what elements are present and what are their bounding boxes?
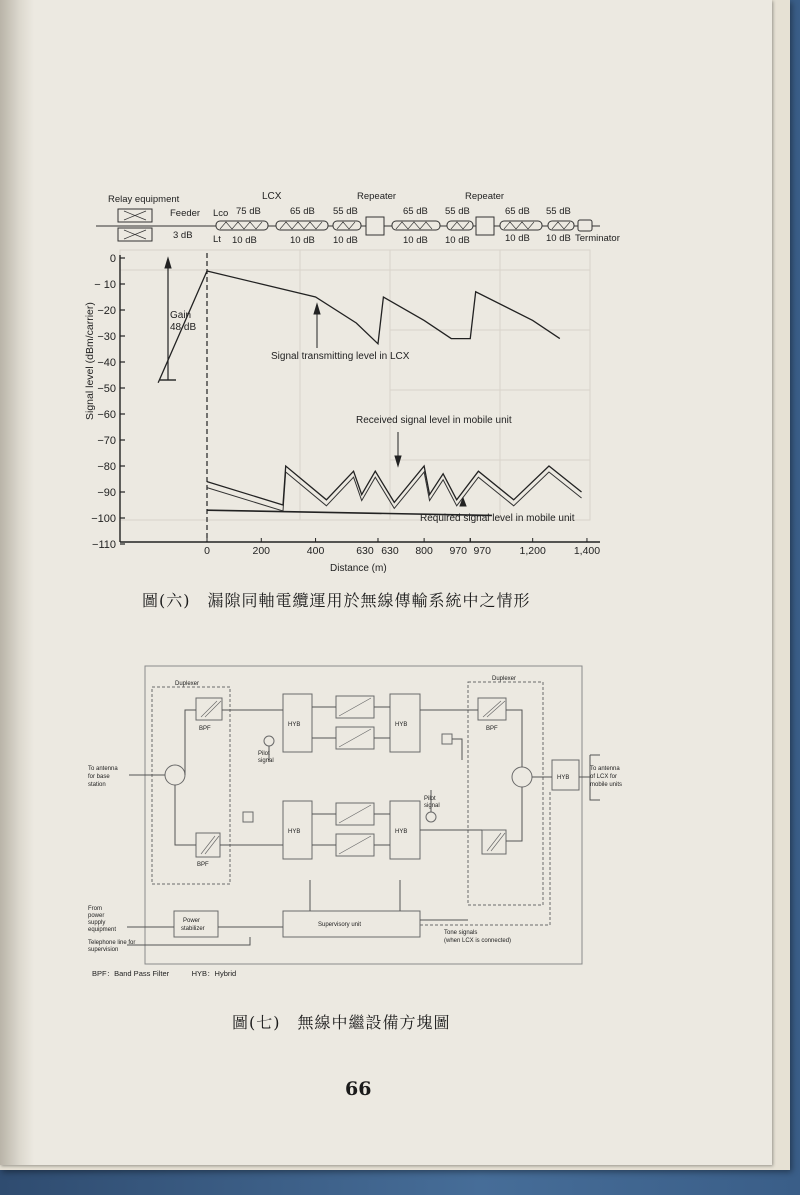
lcx-segment-1: [216, 221, 268, 230]
repeater-box-2: [476, 217, 494, 235]
circulator-right: [512, 767, 532, 787]
seg2-bot: 10 dB: [290, 235, 315, 246]
gain-label: Gain: [170, 310, 192, 321]
repeater-box-1: [366, 217, 384, 235]
svg-text:BPF: BPF: [486, 726, 498, 732]
x-tick-label: 0: [204, 545, 210, 557]
duplexer-left-box: [152, 687, 230, 884]
circulator-left: [165, 765, 185, 785]
svg-text:Duplexer: Duplexer: [175, 681, 200, 687]
svg-text:HYB: HYB: [288, 722, 301, 728]
pilot-box-small-bottom: [243, 812, 253, 822]
svg-text:Telephone line for: Telephone line for: [88, 940, 136, 946]
seg3-top: 55 dB: [333, 206, 358, 217]
seg5-top: 55 dB: [445, 206, 470, 217]
terminator-box: [578, 220, 592, 231]
x-tick-label: 630: [356, 545, 374, 557]
svg-text:equipment: equipment: [88, 927, 117, 933]
svg-text:Pilot: Pilot: [258, 751, 270, 757]
svg-text:HYB: HYB: [395, 829, 408, 835]
bleed-through-table: [120, 250, 590, 520]
svg-text:power: power: [88, 913, 105, 919]
svg-text:(when LCX is connected): (when LCX is connected): [444, 938, 512, 944]
received-level-line-lower: [207, 472, 582, 511]
y-tick-label: − 10: [94, 279, 116, 291]
relay-equipment-label: Relay equipment: [108, 194, 180, 205]
svg-text:Pilot: Pilot: [424, 796, 436, 802]
figure6-header: [108, 191, 620, 246]
repeater-label-2: Repeater: [465, 191, 505, 202]
outer-frame: [145, 666, 582, 964]
series-layer: [158, 271, 581, 515]
y-tick-label: −70: [97, 435, 116, 447]
y-tick-label: −20: [97, 305, 116, 317]
terminator-label: Terminator: [575, 233, 620, 244]
y-tick-label: 0: [109, 253, 116, 265]
y-tick-label: −40: [97, 357, 116, 369]
svg-text:stabilizer: stabilizer: [181, 926, 205, 932]
x-tick-group: [204, 538, 600, 557]
x-tick-label: 400: [306, 545, 325, 557]
seg3-bot: 10 dB: [333, 235, 358, 246]
seg1-top: 75 dB: [236, 206, 261, 217]
svg-text:BPF: BPF: [197, 862, 209, 868]
svg-text:Supervisory unit: Supervisory unit: [318, 922, 362, 928]
svg-text:From: From: [88, 906, 102, 912]
power-stabilizer-box: [174, 911, 218, 937]
y-tick-label: −50: [97, 383, 116, 395]
svg-text:signal: signal: [258, 758, 274, 764]
pilot-source-bottom: [426, 812, 436, 822]
lco-label: Lco: [213, 208, 229, 219]
svg-text:station: station: [88, 782, 106, 788]
lcx-level-label: Signal transmitting level in LCX: [271, 351, 410, 362]
seg5-bot: 10 dB: [445, 235, 470, 246]
seg4-bot: 10 dB: [403, 235, 428, 246]
pilot-source-top: [264, 736, 274, 746]
seg4-top: 65 dB: [403, 206, 428, 217]
required-level-label: Required signal level in mobile unit: [420, 513, 575, 524]
x-tick-label: 630: [381, 545, 399, 557]
lcx-label: LCX: [262, 191, 282, 202]
svg-text:To antenna: To antenna: [88, 766, 118, 772]
seg1-bot: 10 dB: [232, 235, 257, 246]
repeater-label-1: Repeater: [357, 191, 397, 202]
svg-text:supply: supply: [88, 920, 106, 926]
page-number: 66: [345, 1078, 372, 1100]
y-tick-label: −30: [97, 331, 116, 343]
y-tick-label: −100: [91, 513, 116, 525]
svg-text:HYB: HYB: [395, 722, 408, 728]
lcx-segment-2: [276, 221, 328, 230]
figure7-caption: 圖(七) 無線中繼設備方塊圖: [232, 1013, 451, 1032]
seg6-top: 65 dB: [505, 206, 530, 217]
x-tick-label: 200: [252, 545, 271, 557]
x-tick-label: 970: [449, 545, 468, 557]
figure7-legend: BPF：Band Pass Filter HYB：Hybrid: [92, 969, 237, 978]
signal-lines: [127, 707, 600, 945]
y-axis-title: Signal level (dBm/carrier): [84, 302, 96, 420]
x-tick-label: 1,400: [573, 545, 601, 557]
x-axis-title: Distance (m): [330, 563, 387, 574]
seg6-bot: 10 dB: [505, 233, 530, 244]
lt-label: Lt: [213, 234, 221, 245]
x-tick-label: 800: [415, 545, 433, 557]
svg-text:for base: for base: [88, 774, 110, 780]
feeder-db-label: 3 dB: [173, 230, 193, 241]
svg-text:BPF: BPF: [199, 726, 211, 732]
feeder-label: Feeder: [170, 208, 201, 219]
figure7-block-diagram: [0, 650, 772, 990]
svg-text:mobile units: mobile units: [590, 782, 623, 788]
seg2-top: 65 dB: [290, 206, 315, 217]
y-tick-label: −60: [97, 409, 116, 421]
figure6-chart: [0, 0, 772, 600]
svg-text:Tone signals: Tone signals: [444, 930, 478, 936]
figure6-caption: 圖(六) 漏隙同軸電纜運用於無線傳輸系統中之情形: [142, 591, 531, 610]
svg-text:Duplexer: Duplexer: [492, 676, 517, 682]
x-tick-label: 1,200: [519, 545, 546, 557]
y-tick-label: −80: [97, 461, 116, 473]
svg-text:signal: signal: [424, 803, 440, 809]
svg-text:supervision: supervision: [88, 947, 119, 953]
svg-text:To antenna: To antenna: [590, 766, 620, 772]
svg-text:Power: Power: [183, 918, 201, 924]
pilot-box-small-top: [442, 734, 452, 744]
svg-text:of LCX for: of LCX for: [590, 774, 618, 780]
y-tick-label: −90: [97, 487, 116, 499]
y-tick-label: −110: [92, 539, 116, 551]
lcx-segment-6: [500, 221, 542, 230]
seg7-top: 55 dB: [546, 206, 571, 217]
gain-value: 48 dB: [170, 322, 197, 333]
x-tick-label: 970: [473, 545, 492, 557]
chart-axes: [120, 253, 600, 542]
svg-text:HYB: HYB: [288, 829, 301, 835]
seg7-bot: 10 dB: [546, 233, 571, 244]
svg-text:HYB: HYB: [557, 775, 570, 781]
received-level-label: Received signal level in mobile unit: [356, 415, 512, 426]
received-level-line: [207, 466, 582, 505]
